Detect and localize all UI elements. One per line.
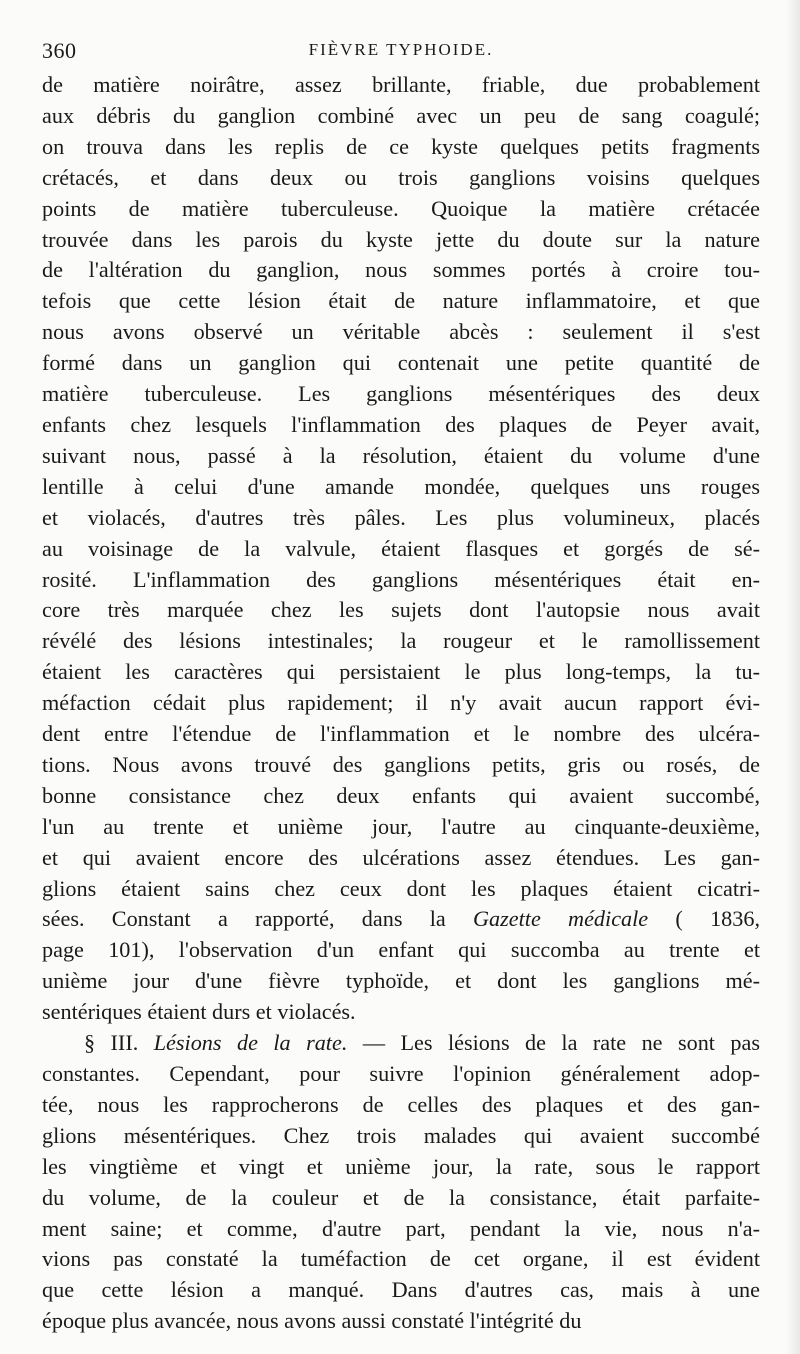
text-line: époque plus avancée, nous avons aussi constaté l'intégrité du bbox=[42, 1308, 582, 1334]
text-line: nous avons observé un véritable abcès : seulement il s'est bbox=[42, 319, 760, 345]
text-line: vions pas constaté la tuméfaction de cet organe, il est évident bbox=[42, 1246, 760, 1272]
text-line: § III. Lésions de la rate. — Les lésions de la rate ne sont pas bbox=[84, 1030, 760, 1056]
text-line: enfants chez lesquels l'inflammation des plaques de Peyer avait, bbox=[42, 411, 760, 437]
text-line: révélé des lésions intestinales; la rougeur et le ramollissement bbox=[42, 628, 760, 654]
text-line: méfaction cédait plus rapidement; il n'y avait aucun rapport évi- bbox=[42, 690, 760, 716]
text-line: glions étaient sains chez ceux dont les plaques étaient cicatri- bbox=[42, 875, 760, 901]
text-line: sentériques étaient durs et violacés. bbox=[42, 999, 356, 1025]
text-line: rosité. L'inflammation des ganglions mésentériques était en- bbox=[42, 566, 760, 592]
text-line: sées. Constant a rapporté, dans la Gazette médicale ( 1836, bbox=[42, 906, 761, 932]
page-edge-shadow bbox=[786, 0, 800, 1354]
text-line: ment saine; et comme, d'autre part, pendant la vie, nous n'a- bbox=[42, 1215, 760, 1241]
text-line: et qui avaient encore des ulcérations assez étendues. Les gan- bbox=[42, 844, 760, 870]
italic-text: Lésions de la rate. bbox=[153, 1030, 348, 1056]
text-line: tefois que cette lésion était de nature inflammatoire, et que bbox=[42, 288, 760, 314]
running-head bbox=[42, 38, 760, 63]
text-line: crétacés, et dans deux ou trois ganglions voisins quelques bbox=[42, 164, 760, 190]
page-number: 360 bbox=[42, 38, 77, 63]
text-line: unième jour d'une fièvre typhoïde, et dont les ganglions mé- bbox=[42, 968, 760, 994]
text-line: page 101), l'observation d'un enfant qui succomba au trente et bbox=[42, 937, 760, 963]
text-line: que cette lésion a manqué. Dans d'autres cas, mais à une bbox=[42, 1277, 760, 1303]
text-line: les vingtième et vingt et unième jour, la rate, sous le rapport bbox=[42, 1153, 760, 1179]
text-line: étaient les caractères qui persistaient le plus long-temps, la tu- bbox=[42, 659, 760, 685]
text-line: dent entre l'étendue de l'inflammation et le nombre des ulcéra- bbox=[42, 721, 760, 747]
italic-text: Gazette médicale bbox=[473, 906, 649, 932]
text-line: du volume, de la couleur et de la consistance, était parfaite- bbox=[42, 1184, 760, 1210]
text-line: matière tuberculeuse. Les ganglions mésentériques des deux bbox=[42, 381, 760, 407]
text-line: core très marquée chez les sujets dont l'autopsie nous avait bbox=[42, 597, 760, 623]
text-line: lentille à celui d'une amande mondée, quelques uns rouges bbox=[42, 473, 760, 499]
text-line: constantes. Cependant, pour suivre l'opinion généralement adop- bbox=[42, 1061, 760, 1086]
text-line: formé dans un ganglion qui contenait une petite quantité de bbox=[42, 350, 760, 376]
body-text bbox=[42, 70, 760, 1337]
text-line: de matière noirâtre, assez brillante, friable, due probablement bbox=[42, 72, 760, 97]
running-title: FIÈVRE TYPHOIDE. bbox=[308, 40, 494, 59]
text-line: glions mésentériques. Chez trois malades qui avaient succombé bbox=[42, 1122, 760, 1148]
text-line: l'un au trente et unième jour, l'autre au cinquante-deuxième, bbox=[42, 813, 760, 839]
text-line: suivant nous, passé à la résolution, étaient du volume d'une bbox=[42, 442, 760, 468]
text-line: aux débris du ganglion combiné avec un peu de sang coagulé; bbox=[42, 102, 760, 128]
text-line: points de matière tuberculeuse. Quoique la matière crétacée bbox=[42, 195, 760, 221]
text-line: bonne consistance chez deux enfants qui avaient succombé, bbox=[42, 782, 760, 808]
text-line: on trouva dans les replis de ce kyste quelques petits fragments bbox=[42, 133, 760, 159]
text-line: de l'altération du ganglion, nous sommes portés à croire tou- bbox=[42, 257, 760, 283]
text-line: tions. Nous avons trouvé des ganglions petits, gris ou rosés, de bbox=[42, 751, 760, 777]
text-line: trouvée dans les parois du kyste jette du doute sur la nature bbox=[42, 226, 760, 252]
text-line: au voisinage de la valvule, étaient flasques et gorgés de sé- bbox=[42, 535, 760, 561]
text-line: tée, nous les rapprocherons de celles des plaques et des gan- bbox=[42, 1091, 760, 1117]
text-line: et violacés, d'autres très pâles. Les plus volumineux, placés bbox=[42, 504, 760, 530]
